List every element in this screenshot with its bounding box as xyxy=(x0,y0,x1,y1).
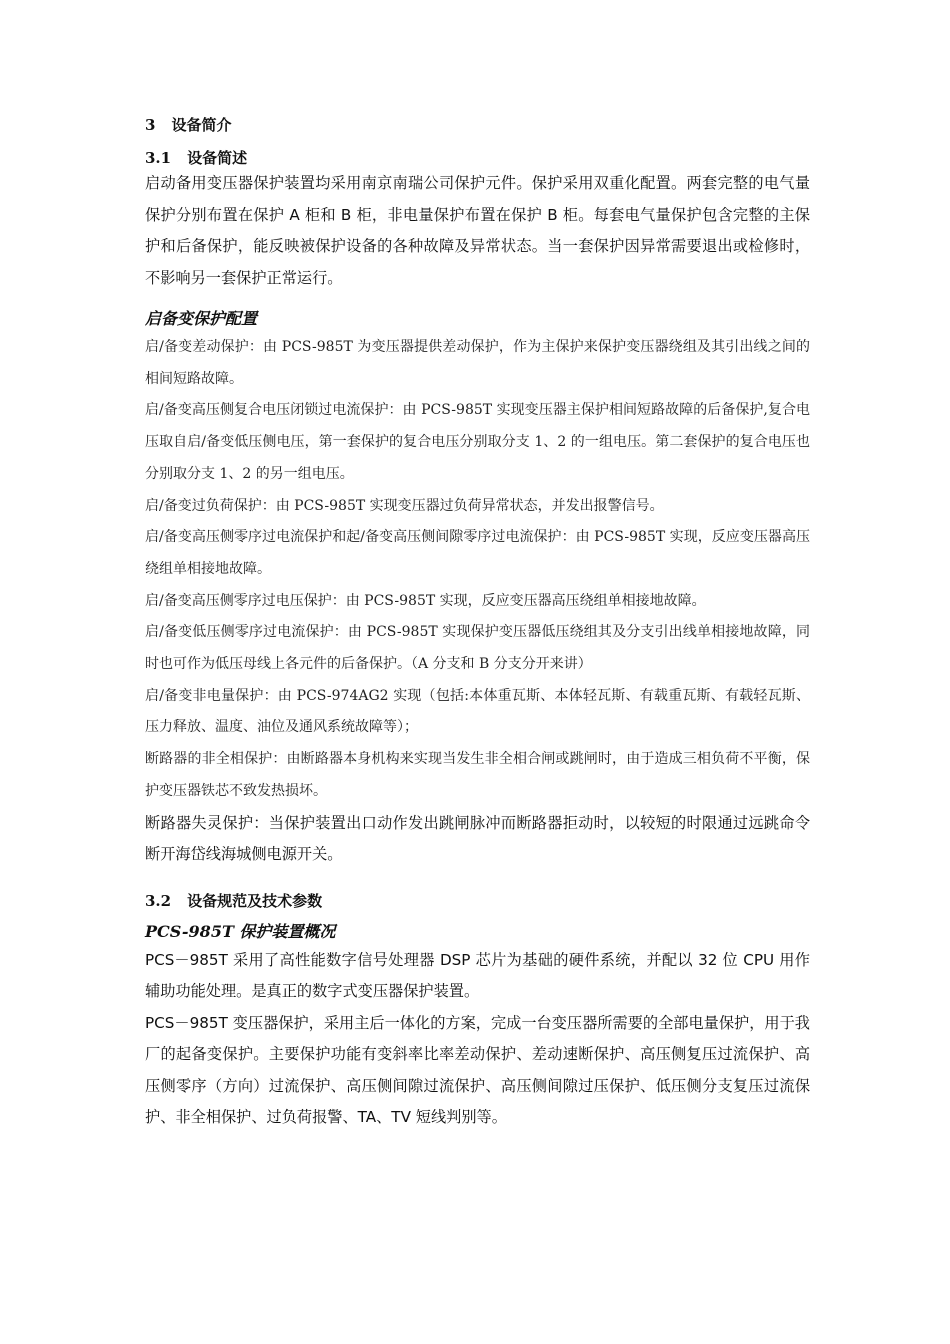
pcs-985t-overview-heading: PCS-985T 保护装置概况 xyxy=(145,921,336,941)
section-title: 设备规范及技术参数 xyxy=(187,891,323,910)
protection-config-heading: 启备变保护配置 xyxy=(145,309,258,328)
section-3-heading xyxy=(145,112,810,142)
section-title: 设备简介 xyxy=(171,116,232,134)
document-body xyxy=(145,112,810,1134)
section-3-1-heading xyxy=(145,148,810,168)
config-item: 启/备变高压侧复合电压闭锁过电流保护：由 PCS-985T 实现变压器主保护相间短路故障的后备保护,复合电压取自启/备变低压侧电压，第一套保护的复合电压分别取分支 1、2 的一组电压。第二套保护的复合电压也分别取分支 1、2 的另一组电压。 xyxy=(145,402,810,482)
section-number: 3.1 xyxy=(145,149,172,167)
section-number: 3.2 xyxy=(145,891,172,910)
section-3-2-heading xyxy=(145,891,810,911)
section-number: 3 xyxy=(145,116,156,134)
config-item: 启/备变高压侧零序过电流保护和起/备变高压侧间隙零序过电流保护：由 PCS-985T 实现，反应变压器高压绕组单相接地故障。 xyxy=(145,529,810,577)
pcs-985t-paragraph: PCS－985T 变压器保护，采用主后一体化的方案，完成一台变压器所需要的全部电量保护，用于我厂的起备变保护。主要保护功能有变斜率比率差动保护、差动速断保护、高压侧复压过流保护、高压侧零序（方向）过流保护、高压侧间隙过流保护、高压侧间隙过压保护、低压侧分支复压过流保护、非全相保护、过负荷报警、TA、TV 短线判别等。 xyxy=(145,1013,810,1127)
config-item: 启/备变过负荷保护：由 PCS-985T 实现变压器过负荷异常状态，并发出报警信号。 xyxy=(145,497,664,514)
config-item: 启/备变差动保护：由 PCS-985T 为变压器提供差动保护，作为主保护来保护变压器绕组及其引出线之间的相间短路故障。 xyxy=(145,339,810,387)
device-overview-paragraph: 启动备用变压器保护装置均采用南京南瑞公司保护元件。保护采用双重化配置。两套完整的电气量保护分别布置在保护 A 柜和 B 柜，非电量保护布置在保护 B 柜。每套电气量保护包含完整的主保护和后备保护，能反映被保护设备的各种故障及异常状态。当一套保护因异常需要退出或检修时，不影响另一套保护正常运行。 xyxy=(145,174,810,287)
section-title: 设备简述 xyxy=(187,149,248,167)
config-item: 断路器的非全相保护：由断路器本身机构来实现当发生非全相合闸或跳闸时，由于造成三相负荷不平衡，保护变压器铁芯不致发热损坏。 xyxy=(145,751,810,799)
config-item: 启/备变非电量保护：由 PCS-974AG2 实现（包括:本体重瓦斯、本体轻瓦斯、有载重瓦斯、有载轻瓦斯、压力释放、温度、油位及通风系统故障等）； xyxy=(145,687,810,736)
config-item: 启/备变低压侧零序过电流保护：由 PCS-985T 实现保护变压器低压绕组其及分支引出线单相接地故障，同时也可作为低压母线上各元件的后备保护。（A 分支和 B 分支分开来讲） xyxy=(145,624,810,673)
config-item: 启/备变高压侧零序过电压保护：由 PCS-985T 实现，反应变压器高压绕组单相接地故障。 xyxy=(145,592,706,609)
pcs-985t-paragraph: PCS－985T 采用了高性能数字信号处理器 DSP 芯片为基础的硬件系统，并配以 32 位 CPU 用作辅助功能处理。是真正的数字式变压器保护装置。 xyxy=(145,950,810,1001)
config-item: 断路器失灵保护：当保护装置出口动作发出跳闸脉冲而断路器拒动时，以较短的时限通过远跳命令断开海岱线海城侧电源开关。 xyxy=(145,813,810,864)
